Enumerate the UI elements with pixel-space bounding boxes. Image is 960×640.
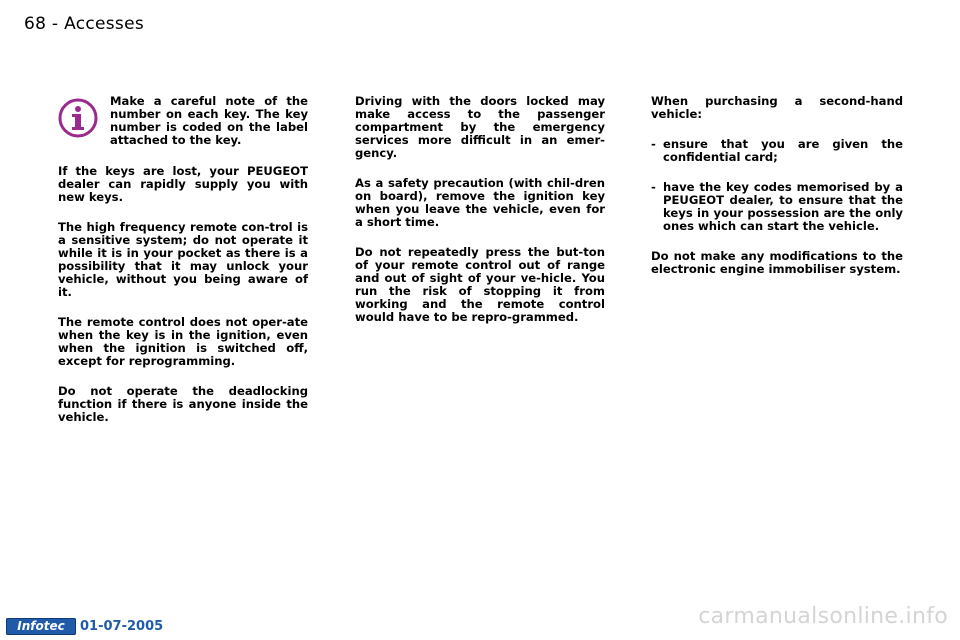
info-note-text: Make a careful note of the number on each key. The key number is coded on the label attached to the key. xyxy=(110,94,308,147)
paragraph: Do not operate the deadlocking function if there is anyone inside the vehicle. xyxy=(58,384,308,424)
paragraph-closing: Do not make any modifications to the electronic engine immobiliser system. xyxy=(651,249,903,276)
paragraph: The high frequency remote con-trol is a sensitive system; do not operate it while it is in your pocket as there is a possibility that it may unlock your vehicle, without you being aware of it. xyxy=(58,220,308,299)
column-left xyxy=(58,95,308,441)
column-right xyxy=(651,95,903,293)
bullet-dash: - xyxy=(651,180,656,194)
page-title: 68 - Accesses xyxy=(24,14,144,34)
bullet-text: ensure that you are given the confidential card; xyxy=(663,137,903,164)
watermark: carmanualsonline.info xyxy=(698,604,948,629)
bullet-dash: - xyxy=(651,137,656,151)
paragraph: The remote control does not oper-ate when the key is in the ignition, even when the ignition is switched off, except for reprogramming. xyxy=(58,315,308,368)
paragraph: Driving with the doors locked may make access to the passenger compartment by the emergency services more difficult in an emer-gency. xyxy=(355,94,605,160)
bullet-item xyxy=(651,138,903,164)
column-middle xyxy=(355,95,605,341)
infotec-logo-text: Infotec xyxy=(17,619,65,633)
infotec-logo xyxy=(6,618,76,635)
bullet-text: have the key codes memorised by a PEUGEOT dealer, to ensure that the keys in your possession are the only ones which can start the vehicle. xyxy=(663,180,903,233)
bullet-item xyxy=(651,181,903,233)
paragraph: If the keys are lost, your PEUGEOT dealer can rapidly supply you with new keys. xyxy=(58,164,308,204)
footer-date: 01-07-2005 xyxy=(80,619,164,634)
paragraph: As a safety precaution (with chil-dren on board), remove the ignition key when you leave the vehicle, even for a short time. xyxy=(355,176,605,229)
paragraph-intro: When purchasing a second-hand vehicle: xyxy=(651,94,903,121)
paragraph: Do not repeatedly press the but-ton of your remote control out of range and out of sight of your ve-hicle. You run the risk of stopping it from working and the remote control would have to be repro-grammed. xyxy=(355,245,605,324)
info-icon xyxy=(58,98,98,138)
info-note xyxy=(58,95,308,157)
